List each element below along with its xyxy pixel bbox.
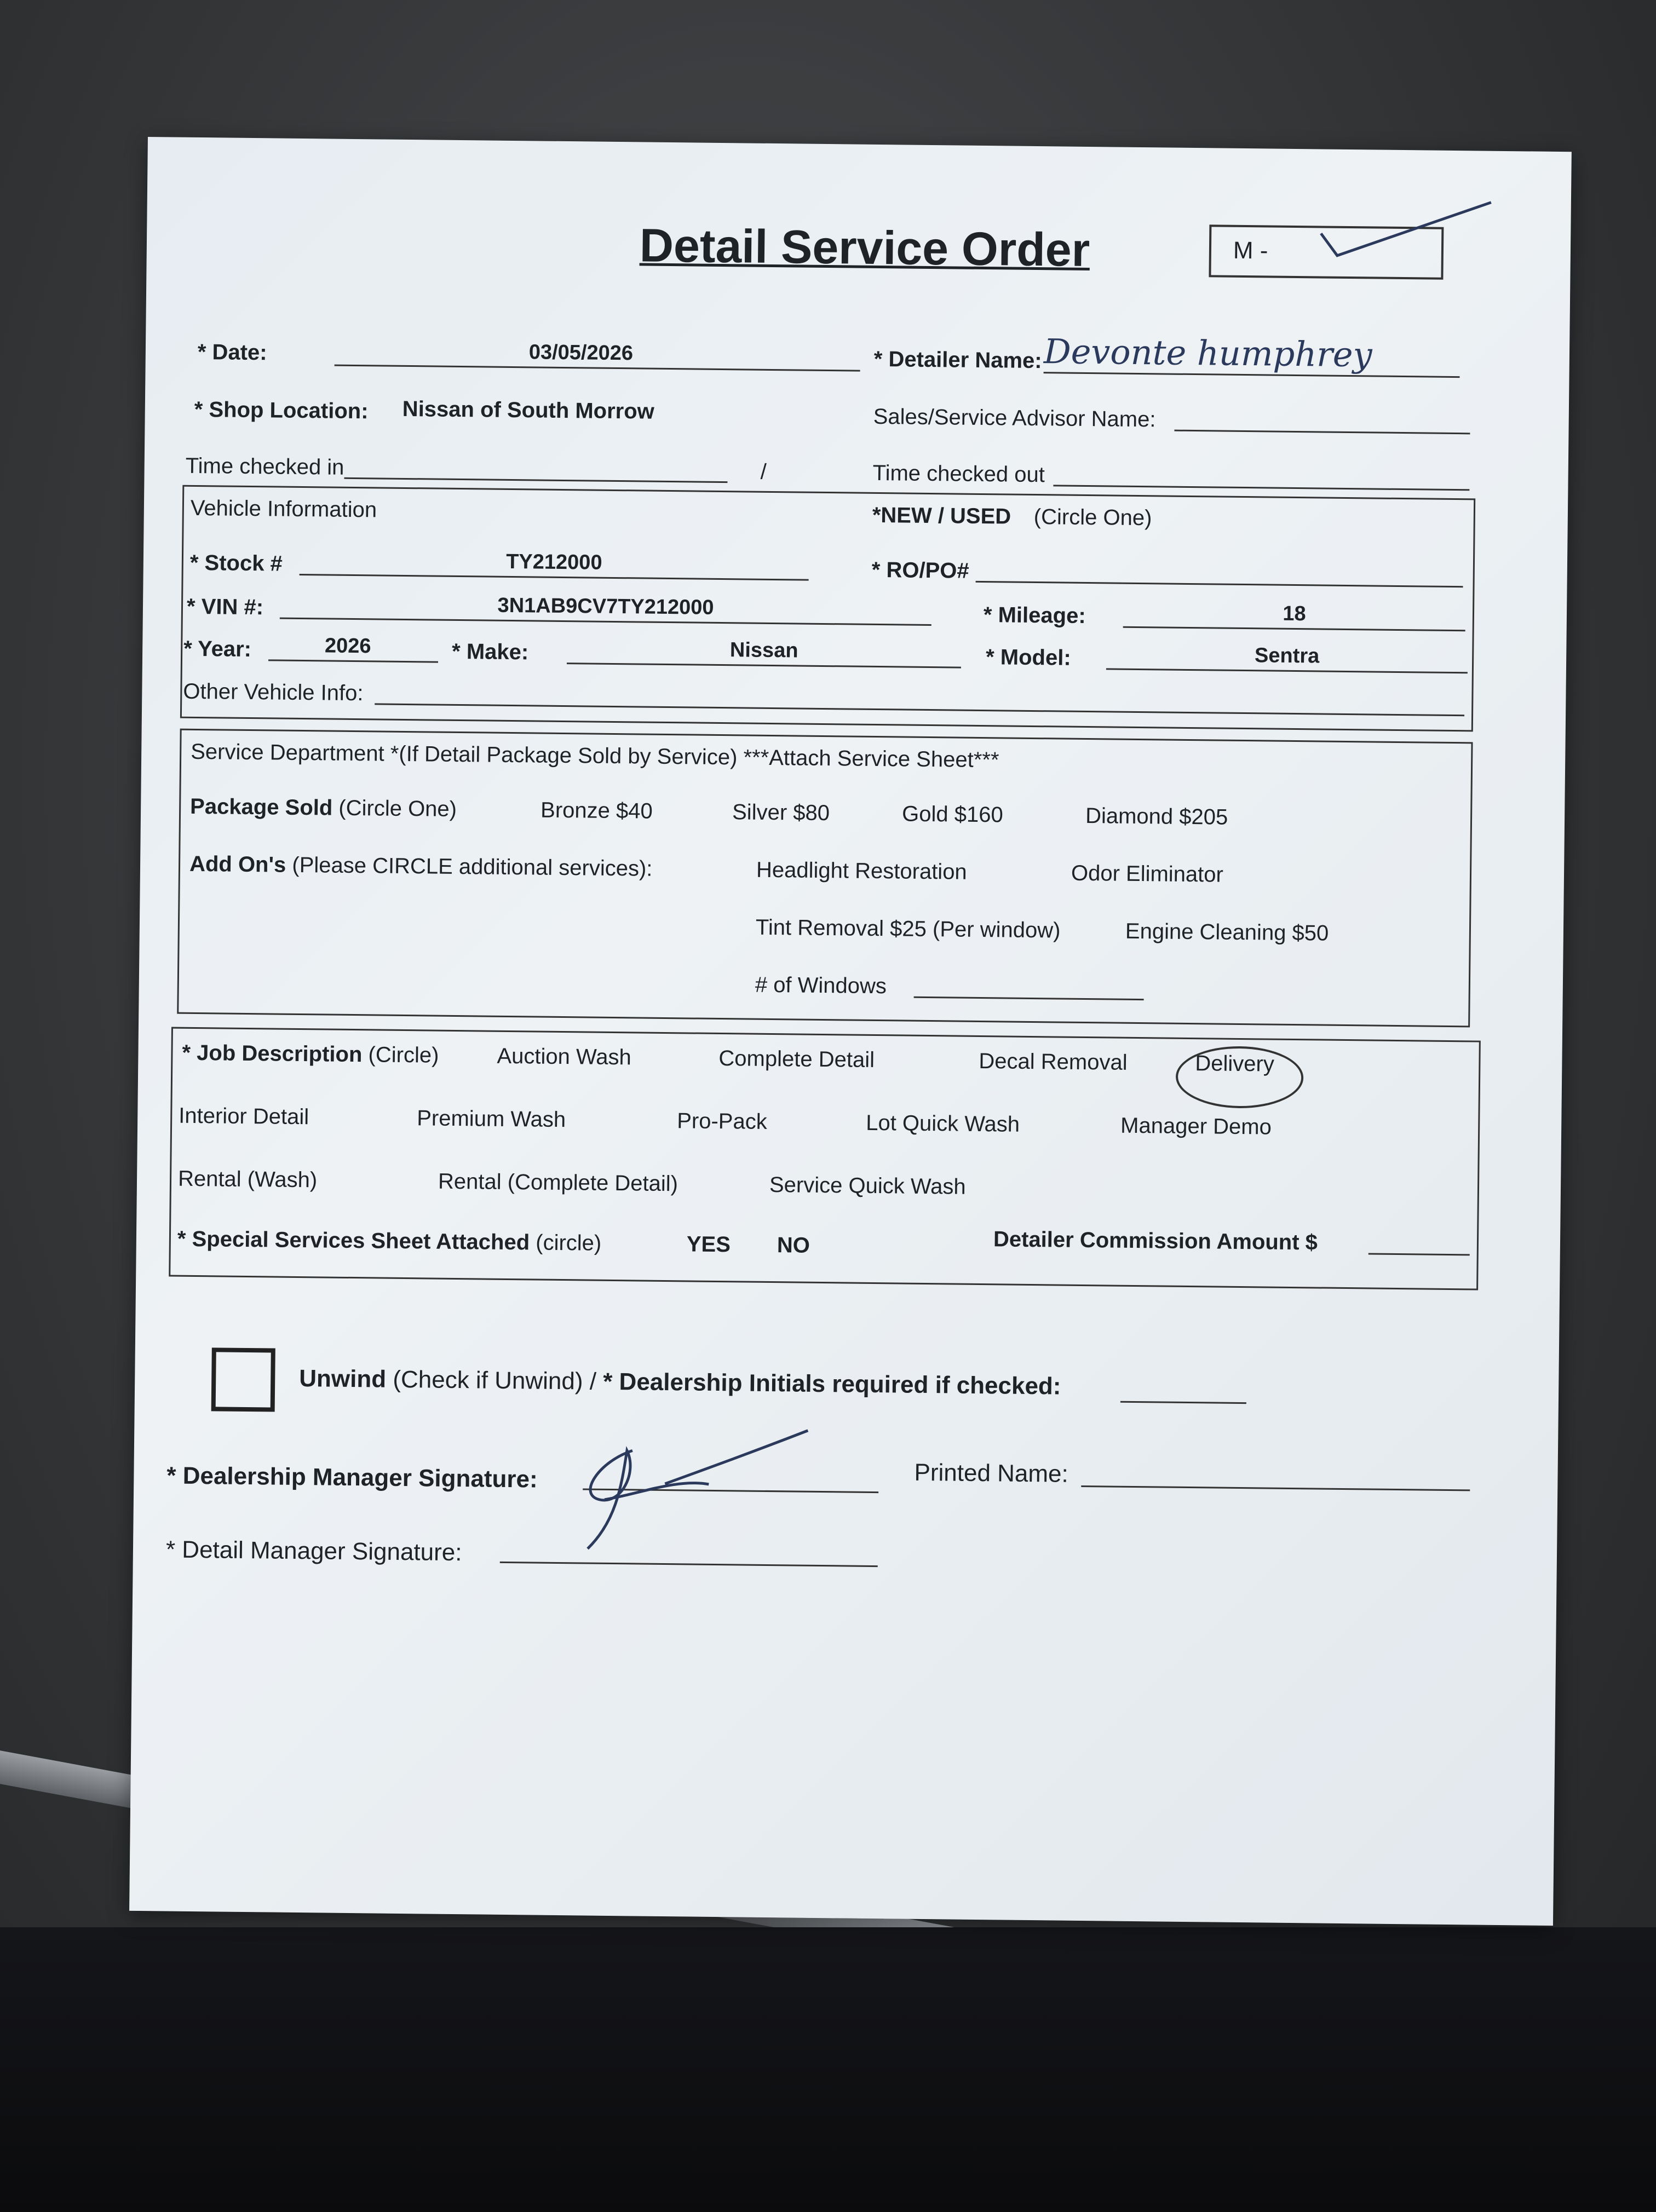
addons-label: Add On's (Please CIRCLE additional services): <box>189 851 653 881</box>
advisor-line <box>1174 430 1470 435</box>
printed-name-line[interactable] <box>1081 1485 1470 1491</box>
other-info-label: Other Vehicle Info: <box>183 679 364 706</box>
mileage-label: * Mileage: <box>983 603 1086 628</box>
unwind-checkbox[interactable] <box>211 1347 275 1412</box>
job-service-quick-wash[interactable]: Service Quick Wash <box>769 1172 966 1199</box>
new-used-label: *NEW / USED <box>872 503 1011 529</box>
make-label: * Make: <box>451 639 529 665</box>
job-rental-wash[interactable]: Rental (Wash) <box>177 1166 318 1193</box>
addon-odor-eliminator[interactable]: Odor Eliminator <box>1071 861 1224 887</box>
time-out-label: Time checked out <box>872 460 1045 487</box>
dealership-manager-signature-label: * Dealership Manager Signature: <box>166 1462 538 1493</box>
time-in-line[interactable] <box>344 477 727 483</box>
service-order-paper <box>129 137 1572 1926</box>
package-sold-label: Package Sold (Circle One) <box>189 794 457 821</box>
advisor-label: Sales/Service Advisor Name: <box>873 404 1156 432</box>
model-label: * Model: <box>985 645 1071 670</box>
stock-value[interactable]: TY212000 <box>506 550 602 574</box>
stock-label: * Stock # <box>189 550 283 576</box>
special-yes[interactable]: YES <box>686 1232 731 1257</box>
job-description-label: * Job Description (Circle) <box>182 1040 439 1068</box>
service-header: Service Department *(If Detail Package Sold by Service) ***Attach Service Sheet*** <box>191 739 999 773</box>
job-premium-wash[interactable]: Premium Wash <box>417 1106 566 1132</box>
new-used-hint: (Circle One) <box>1033 504 1152 531</box>
date-label: * Date: <box>197 339 267 365</box>
job-complete-detail[interactable]: Complete Detail <box>718 1046 875 1072</box>
job-rental-complete-detail[interactable]: Rental (Complete Detail) <box>438 1169 679 1196</box>
package-bronze[interactable]: Bronze $40 <box>540 798 653 823</box>
job-decal-removal[interactable]: Decal Removal <box>979 1049 1128 1075</box>
form-number-prefix: M - <box>1233 237 1268 264</box>
form-number-box <box>1209 224 1444 279</box>
job-pro-pack[interactable]: Pro-Pack <box>677 1109 767 1134</box>
special-no[interactable]: NO <box>777 1233 810 1258</box>
detail-manager-signature-label: * Detail Manager Signature: <box>165 1536 462 1566</box>
make-value[interactable]: Nissan <box>729 638 798 663</box>
package-silver[interactable]: Silver $80 <box>732 800 830 826</box>
job-delivery[interactable]: Delivery <box>1195 1051 1275 1076</box>
dealership-manager-signature <box>566 1417 852 1562</box>
form-number-checkmark <box>1310 195 1508 274</box>
unwind-label: Unwind (Check if Unwind) / * Dealership Initials required if checked: <box>299 1365 1061 1400</box>
windows-label: # of Windows <box>755 972 887 999</box>
year-value[interactable]: 2026 <box>324 634 371 658</box>
date-value[interactable]: 03/05/2026 <box>528 341 634 365</box>
addon-tint-removal[interactable]: Tint Removal $25 (Per window) <box>755 915 1061 943</box>
job-interior-detail[interactable]: Interior Detail <box>179 1103 309 1130</box>
vin-label: * VIN #: <box>186 594 264 620</box>
time-out-line[interactable] <box>1053 485 1469 491</box>
initials-line[interactable] <box>1120 1401 1246 1404</box>
job-lot-quick-wash[interactable]: Lot Quick Wash <box>865 1110 1020 1137</box>
printed-name-label: Printed Name: <box>914 1459 1069 1488</box>
floor <box>0 1927 1656 2212</box>
vehicle-info-header: Vehicle Information <box>190 496 377 522</box>
addon-headlight-restoration[interactable]: Headlight Restoration <box>756 857 967 884</box>
shop-location-value[interactable]: Nissan of South Morrow <box>402 396 655 424</box>
model-value[interactable]: Sentra <box>1254 644 1320 668</box>
package-gold[interactable]: Gold $160 <box>901 802 1003 827</box>
vin-value[interactable]: 3N1AB9CV7TY212000 <box>497 594 714 619</box>
slash: / <box>760 459 767 484</box>
ro-po-label: * RO/PO# <box>871 557 969 583</box>
shop-location-label: * Shop Location: <box>194 397 369 424</box>
addon-engine-cleaning[interactable]: Engine Cleaning $50 <box>1125 919 1329 946</box>
detail-manager-signature-line[interactable] <box>500 1562 878 1567</box>
time-in-label: Time checked in <box>185 453 344 480</box>
job-manager-demo[interactable]: Manager Demo <box>1120 1113 1272 1139</box>
commission-label: Detailer Commission Amount $ <box>993 1227 1318 1255</box>
package-diamond[interactable]: Diamond $205 <box>1085 803 1228 830</box>
job-auction-wash[interactable]: Auction Wash <box>497 1044 631 1070</box>
form-title: Detail Service Order <box>639 219 1090 277</box>
detailer-name-handwriting[interactable]: Devonte humphrey <box>1043 331 1372 375</box>
special-services-label: * Special Services Sheet Attached (circle) <box>177 1226 602 1255</box>
mileage-value[interactable]: 18 <box>1283 602 1306 626</box>
detailer-name-label: * Detailer Name: <box>873 347 1042 373</box>
year-label: * Year: <box>183 636 252 662</box>
